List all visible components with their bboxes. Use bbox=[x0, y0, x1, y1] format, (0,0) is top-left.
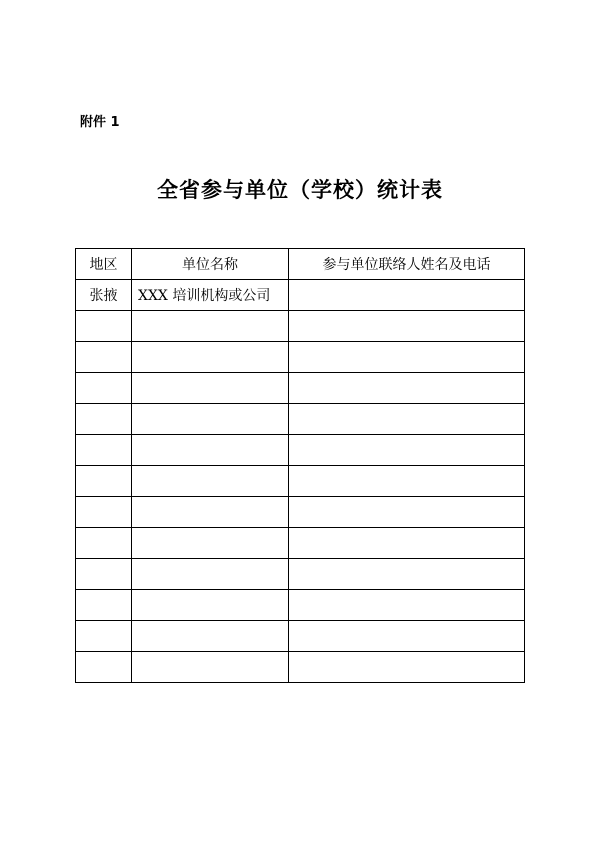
cell-unit-name: XXX 培训机构或公司 bbox=[132, 280, 289, 311]
cell-region bbox=[76, 590, 132, 621]
table-header-row bbox=[76, 249, 525, 280]
table-row bbox=[76, 652, 525, 683]
cell-contact bbox=[289, 497, 525, 528]
statistics-table bbox=[75, 248, 525, 683]
cell-region bbox=[76, 342, 132, 373]
cell-contact bbox=[289, 342, 525, 373]
table-row bbox=[76, 280, 525, 311]
cell-contact bbox=[289, 621, 525, 652]
cell-contact bbox=[289, 404, 525, 435]
table-row bbox=[76, 590, 525, 621]
page-title: 全省参与单位（学校）统计表 bbox=[157, 178, 443, 202]
table-row bbox=[76, 404, 525, 435]
table-row bbox=[76, 373, 525, 404]
cell-unit-name bbox=[132, 373, 289, 404]
cell-unit-name bbox=[132, 435, 289, 466]
cell-contact bbox=[289, 311, 525, 342]
cell-unit-name bbox=[132, 466, 289, 497]
cell-contact bbox=[289, 435, 525, 466]
table-row bbox=[76, 559, 525, 590]
cell-contact bbox=[289, 280, 525, 311]
table-row bbox=[76, 311, 525, 342]
cell-unit-name bbox=[132, 342, 289, 373]
table-row bbox=[76, 435, 525, 466]
cell-unit-name bbox=[132, 404, 289, 435]
cell-region bbox=[76, 311, 132, 342]
cell-contact bbox=[289, 466, 525, 497]
cell-region bbox=[76, 497, 132, 528]
cell-region bbox=[76, 621, 132, 652]
attachment-label: 附件 1 bbox=[80, 115, 120, 130]
table-row bbox=[76, 621, 525, 652]
cell-unit-name bbox=[132, 590, 289, 621]
cell-region bbox=[76, 404, 132, 435]
cell-contact bbox=[289, 652, 525, 683]
cell-region bbox=[76, 559, 132, 590]
cell-contact bbox=[289, 528, 525, 559]
cell-unit-name bbox=[132, 559, 289, 590]
table-row bbox=[76, 342, 525, 373]
cell-unit-name bbox=[132, 528, 289, 559]
cell-region bbox=[76, 466, 132, 497]
cell-unit-name bbox=[132, 652, 289, 683]
cell-unit-name bbox=[132, 311, 289, 342]
cell-unit-name bbox=[132, 497, 289, 528]
table-row bbox=[76, 466, 525, 497]
header-unit-name: 单位名称 bbox=[132, 249, 289, 280]
cell-region bbox=[76, 435, 132, 466]
cell-region bbox=[76, 373, 132, 404]
header-contact: 参与单位联络人姓名及电话 bbox=[289, 249, 525, 280]
table-row bbox=[76, 528, 525, 559]
cell-region bbox=[76, 528, 132, 559]
table-row bbox=[76, 497, 525, 528]
cell-unit-name bbox=[132, 621, 289, 652]
cell-contact bbox=[289, 559, 525, 590]
cell-region: 张掖 bbox=[76, 280, 132, 311]
cell-region bbox=[76, 652, 132, 683]
cell-contact bbox=[289, 373, 525, 404]
header-region: 地区 bbox=[76, 249, 132, 280]
cell-contact bbox=[289, 590, 525, 621]
